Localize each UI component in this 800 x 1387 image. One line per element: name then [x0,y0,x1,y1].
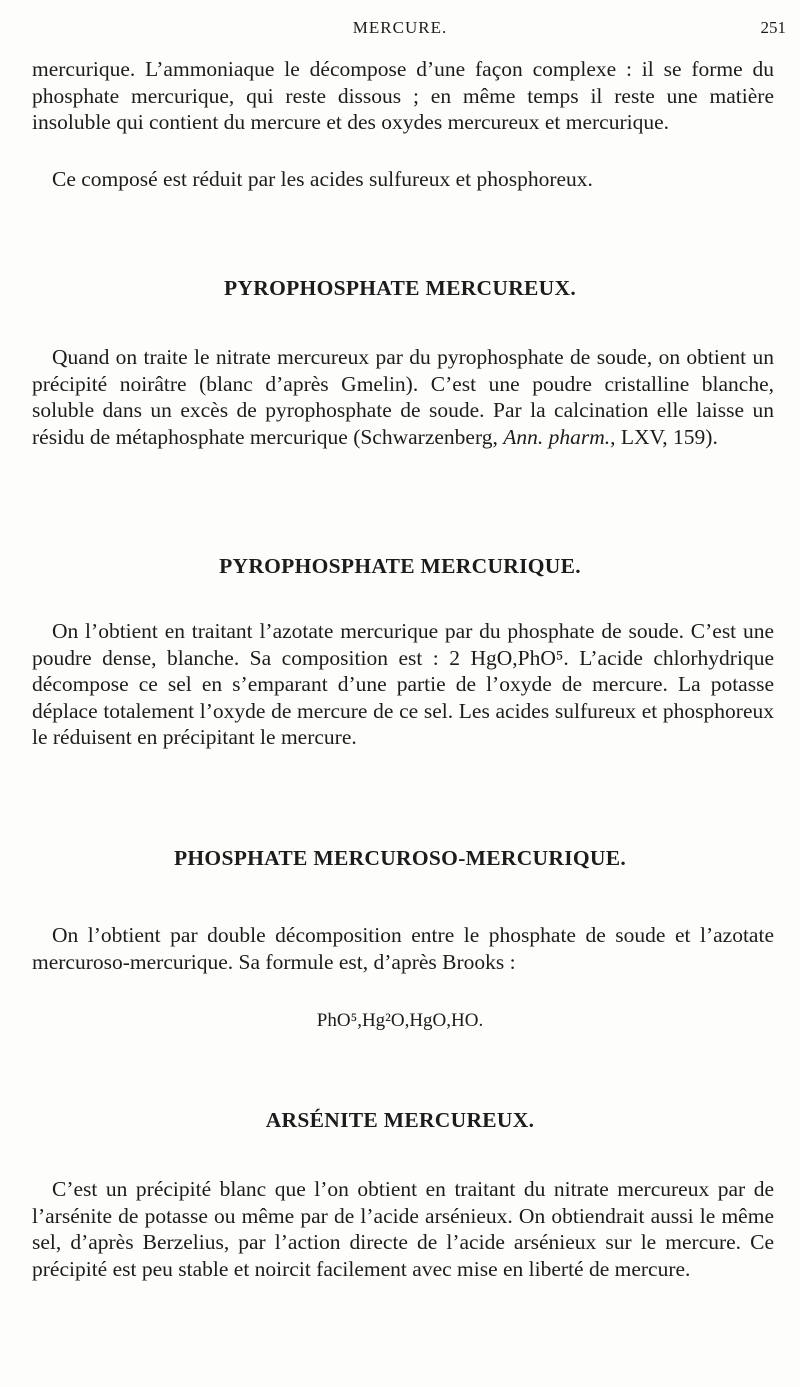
paragraph-pyrophosphate-mercurique: On l’obtient en traitant l’azotate mercurique par du phosphate de soude. C’est une poudre dense, blanche. Sa composition est : 2 HgO,PhO⁵. L’acide chlorhydrique décompose ce sel en s’emparant d’une partie de l’oxyde de mercure. La potasse déplace totalement l’oxyde de mercure de ce sel. Les acides sulfureux et phosphoreux le réduisent en précipitant le mercure. [32,619,774,749]
running-title: MERCURE. [352,18,448,37]
paragraph-arsenite-mercureux: C’est un précipité blanc que l’on obtient en traitant du nitrate mercureux par de l’arsénite de potasse ou même par de l’acide arsénieux. On obtiendrait aussi le même sel, d’après Berzelius, par l’action directe de l’acide arsénieux sur le mercure. Ce précipité est peu stable et noircit facilement avec mise en liberté de mercure. [32,1177,774,1281]
paragraph-text: Quand on traite le nitrate mercureux par du pyrophosphate de soude, on obtient un précipité noirâtre (blanc d’après Gmelin). C’est une poudre cristalline blanche, soluble dans un excès de pyrophosphate de soude. Par la calcination elle laisse un résidu de métaphosphate mercurique (Schwarzenberg, [32,345,774,449]
heading-phosphate-mercuroso-mercurique: PHOSPHATE MERCUROSO-MERCURIQUE. [173,846,627,870]
paragraph-pyrophosphate-mercureux [32,344,774,450]
journal-reference: Ann. pharm., [503,424,616,449]
chemical-formula: PhO⁵,Hg²O,HgO,HO. [316,1010,484,1031]
intro-paragraph-continued: mercurique. L’ammoniaque le décompose d’une façon complexe : il se forme du phosphate mercurique, qui reste dissous ; en même temps il reste une matière insoluble qui contient du mercure et des oxydes mercureux et mercurique. [32,57,774,134]
reference-volume: LXV, 159). [620,424,718,449]
heading-pyrophosphate-mercurique: PYROPHOSPHATE MERCURIQUE. [219,554,581,578]
page-number: 251 [760,18,786,37]
paragraph-phosphate-mercuroso-mercurique: On l’obtient par double décomposition entre le phosphate de soude et l’azotate mercuroso-mercurique. Sa formule est, d’après Brooks : [32,923,774,974]
heading-arsenite-mercureux: ARSÉNITE MERCUREUX. [265,1108,535,1132]
running-head [0,18,800,44]
intro-paragraph-reduction: Ce composé est réduit par les acides sulfureux et phosphoreux. [52,167,593,191]
heading-pyrophosphate-mercureux: PYROPHOSPHATE MERCUREUX. [224,276,576,300]
